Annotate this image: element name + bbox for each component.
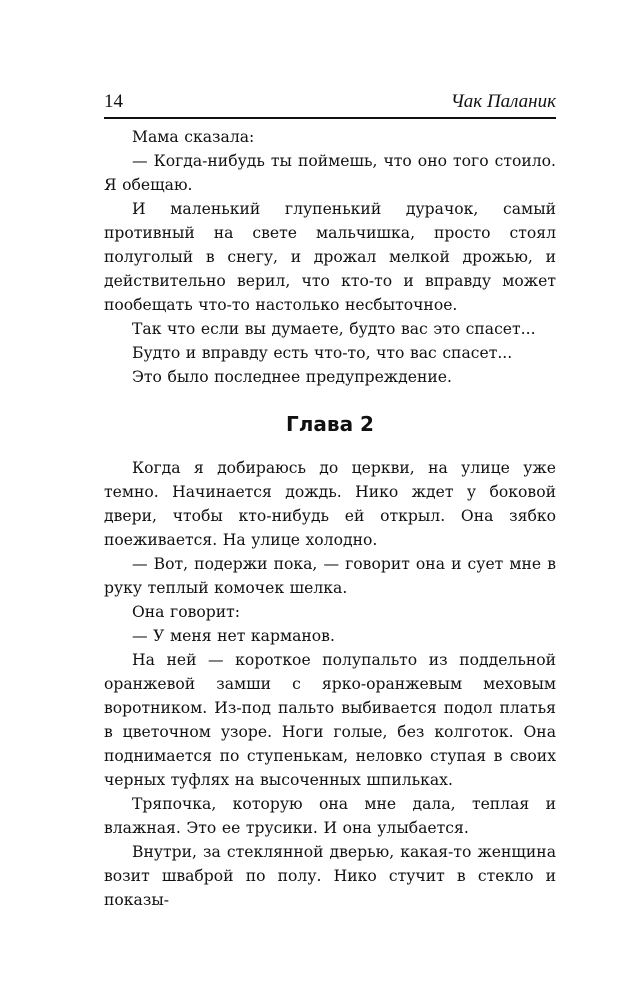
paragraph: Так что если вы думаете, будто вас это спасет...	[132, 320, 536, 338]
paragraph: — Вот, подержи пока, — говорит она и сует мне в руку теплый комочек шелка.	[104, 555, 556, 597]
paragraph: Тряпочка, которую она мне дала, теплая и влажная. Это ее трусики. И она улыбается.	[104, 795, 556, 837]
paragraph: Будто и вправду есть что-то, что вас спасет...	[132, 344, 513, 362]
text-block-after-chapter	[104, 456, 556, 912]
text-block-before-chapter	[104, 125, 556, 389]
page-header	[104, 91, 556, 119]
paragraph: На ней — короткое полупальто из поддельной оранжевой замши с ярко-оранжевым меховым воротником. Из-под пальто выбивается подол платья в цветочном узоре. Ноги голые, без колготок. Она поднимается по ступенькам, неловко ступая в своих черных туфлях на высоченных шпильках.	[104, 651, 556, 789]
paragraph: Когда я добираюсь до церкви, на улице уже темно. Начинается дождь. Нико ждет у боковой двери, чтобы кто-нибудь ей открыл. Она зябко поеживается. На улице холодно.	[104, 459, 556, 549]
chapter-title: Глава 2	[286, 412, 374, 436]
paragraph: — У меня нет карманов.	[132, 627, 335, 645]
paragraph: Мама сказала:	[132, 128, 255, 146]
paragraph: Это было последнее предупреждение.	[132, 368, 452, 386]
paragraph: Внутри, за стеклянной дверью, какая-то женщина возит шваброй по полу. Нико стучит в стекло и показы-	[104, 843, 556, 909]
page-number: 14	[104, 91, 123, 112]
running-title: Чак Паланик	[450, 91, 556, 112]
paragraph: — Когда-нибудь ты поймешь, что оно того стоило. Я обещаю.	[104, 152, 556, 194]
paragraph: И маленький глупенький дурачок, самый противный на свете мальчишка, просто стоял полуголый в снегу, и дрожал мелкой дрожью, и действительно верил, что кто-то и вправду может пообещать что-то настолько несбыточное.	[104, 200, 556, 314]
paragraph: Она говорит:	[132, 603, 241, 621]
